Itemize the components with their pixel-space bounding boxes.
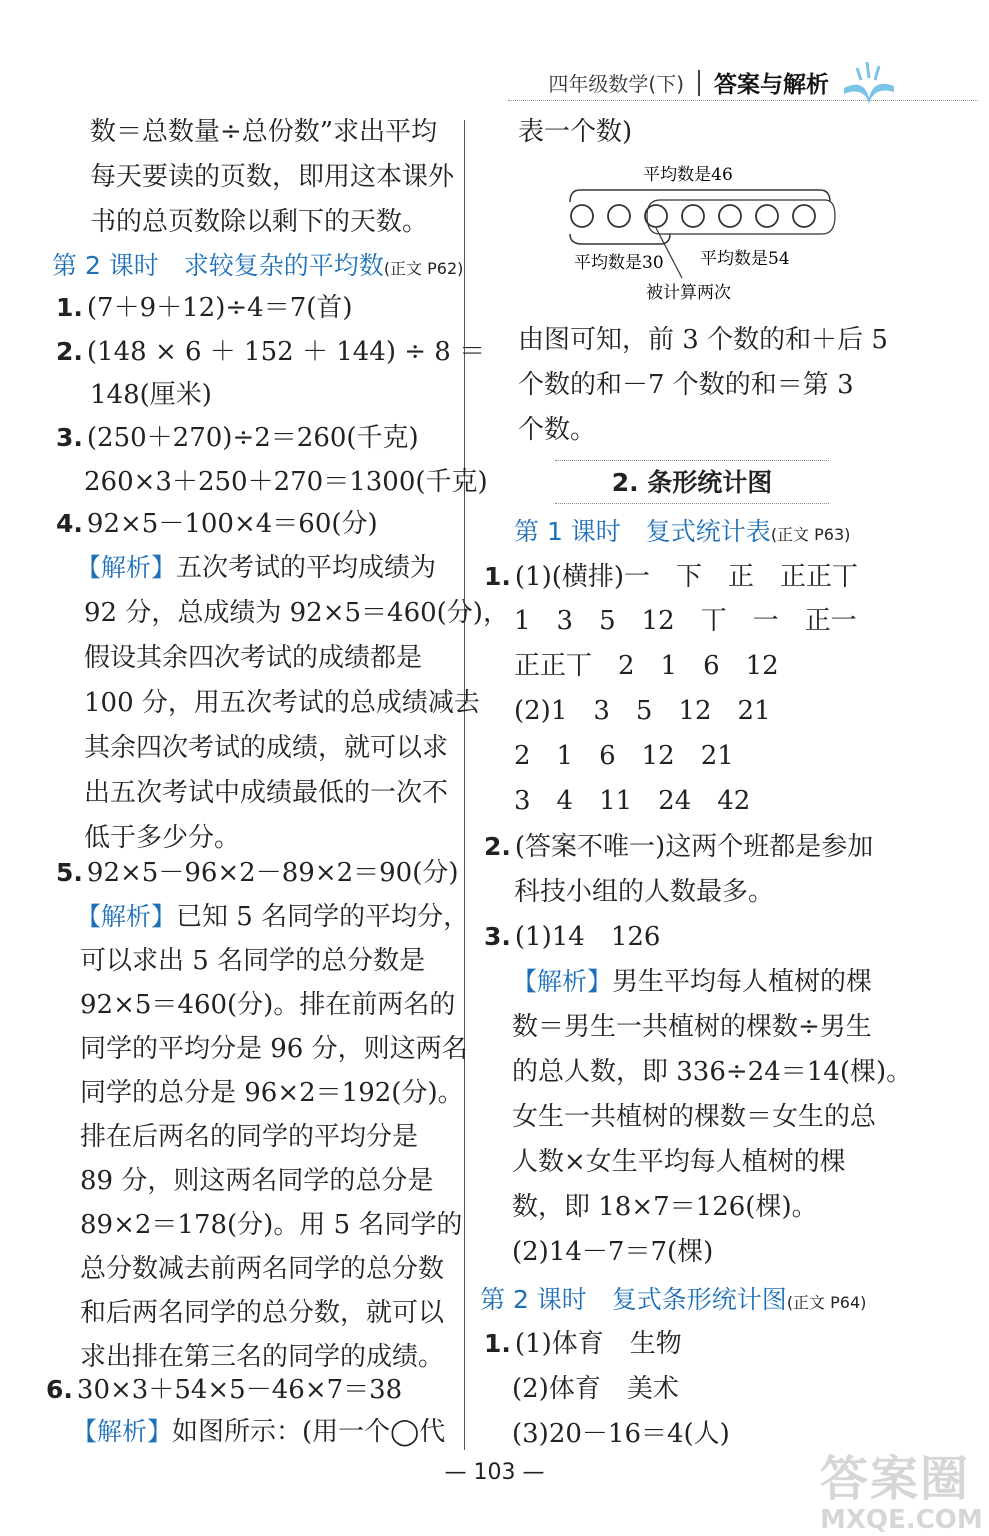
lesson-heading — [52, 250, 463, 283]
analysis-line — [76, 901, 469, 935]
diagram-bottom-label: 被计算两次 — [646, 283, 731, 303]
lesson-title: 第 2 课时 复式条形统计图 — [480, 1285, 787, 1314]
circle-4 — [682, 205, 704, 227]
item-text: (1)(横排)一 下 正 正正丅 — [514, 562, 859, 592]
answer-item — [484, 831, 873, 865]
text-line: (2)体育 美术 — [512, 1374, 679, 1404]
header-title: 答案与解析 — [714, 72, 829, 98]
analysis-line — [76, 552, 436, 586]
item-number: 5. — [56, 858, 83, 887]
diagram-top-label: 平均数是46 — [643, 165, 733, 185]
analysis-line — [512, 966, 872, 1000]
text-line: 可以求出 5 名同学的总分数是 — [80, 946, 426, 976]
text-line: 2 1 6 12 21 — [514, 741, 734, 771]
text-line: 总分数减去前两名同学的总分数 — [80, 1254, 445, 1284]
column-divider — [464, 120, 465, 1450]
circle-1 — [571, 205, 593, 227]
circle-7 — [793, 205, 815, 227]
text-line: 260×3＋250＋270＝1300(千克) — [84, 467, 488, 497]
text-line: 和后两名同学的总分数，就可以 — [80, 1298, 445, 1328]
analysis-text: 已知 5 名同学的平均分， — [176, 902, 470, 932]
item-number: 3. — [56, 423, 83, 452]
text-line: 低于多少分。 — [84, 823, 241, 853]
watermark — [820, 1440, 983, 1535]
number-circles — [571, 200, 835, 234]
analysis-tag: 【解析】 — [76, 553, 177, 582]
item-text: (7＋9＋12)÷4＝7(首) — [86, 293, 353, 323]
item-text: 92×5－96×2－89×2＝90(分) — [86, 858, 459, 888]
watermark-url: MXQE.COM — [820, 1505, 983, 1535]
analysis-text: 如图所示：(用一个◯代 — [172, 1417, 446, 1447]
item-number: 6. — [46, 1375, 73, 1404]
text-line: 148(厘米) — [90, 380, 212, 410]
lesson-ref: (正文 P62) — [383, 259, 464, 278]
item-text: (答案不唯一)这两个班都是参加 — [514, 832, 874, 862]
analysis-tag: 【解析】 — [512, 967, 613, 996]
text-line: 表一个数) — [518, 117, 633, 147]
answer-item — [56, 422, 419, 456]
answer-item — [56, 857, 459, 891]
answer-item — [46, 1374, 402, 1408]
item-text: 30×3＋54×5－46×7＝38 — [76, 1375, 403, 1405]
analysis-line — [72, 1416, 445, 1450]
text-line: 数＝男生一共植树的棵数÷男生 — [512, 1012, 872, 1042]
text-line: 92 分，总成绩为 92×5＝460(分)， — [84, 598, 509, 628]
average-diagram — [560, 160, 850, 310]
answer-item — [484, 561, 858, 595]
text-line: 同学的平均分是 96 分，则这两名 — [80, 1034, 468, 1064]
lesson-ref: (正文 P63) — [770, 525, 851, 544]
text-line: 个数的和－7 个数的和＝第 3 — [518, 370, 854, 400]
item-number: 4. — [56, 509, 83, 538]
text-line: 的总人数，即 336÷24＝14(棵)。 — [512, 1057, 913, 1087]
item-number: 2. — [484, 832, 511, 861]
text-line: (2)1 3 5 12 21 — [514, 696, 771, 726]
item-number: 3. — [484, 922, 511, 951]
circle-5 — [719, 205, 741, 227]
text-line: 每天要读的页数，即用这本课外 — [90, 162, 455, 192]
diagram-right-label: 平均数是54 — [700, 249, 790, 269]
text-line: 数，即 18×7＝126(棵)。 — [512, 1192, 818, 1222]
text-line: 人数×女生平均每人植树的棵 — [512, 1147, 846, 1177]
item-text: (1)体育 生物 — [514, 1329, 682, 1359]
section-title: 2. 条形统计图 — [555, 460, 829, 504]
item-number: 1. — [56, 293, 83, 322]
text-line: 正正丅 2 1 6 12 — [514, 651, 779, 681]
text-line: 书的总页数除以剩下的天数。 — [90, 207, 429, 237]
diagram-left-label: 平均数是30 — [574, 253, 664, 273]
answer-item — [484, 921, 660, 955]
item-number: 1. — [484, 562, 511, 591]
text-line: 出五次考试中成绩最低的一次不 — [84, 778, 449, 808]
item-text: (250＋270)÷2＝260(千克) — [86, 423, 419, 453]
lesson-title: 第 1 课时 复式统计表 — [514, 517, 771, 546]
text-line: 89×2＝178(分)。用 5 名同学的 — [80, 1210, 463, 1240]
text-line: 假设其余四次考试的成绩都是 — [84, 643, 423, 673]
text-line: (3)20－16＝4(人) — [512, 1419, 730, 1449]
circle-6 — [756, 205, 778, 227]
lesson-ref: (正文 P64) — [786, 1293, 867, 1312]
text-line: 女生一共植树的棵数＝女生的总 — [512, 1102, 877, 1132]
text-line: (2)14－7＝7(棵) — [512, 1237, 714, 1267]
circle-2 — [608, 205, 630, 227]
text-line: 同学的总分是 96×2＝192(分)。 — [80, 1078, 464, 1108]
left-brace — [570, 234, 670, 244]
text-line: 1 3 5 12 丅 一 正一 — [514, 606, 857, 636]
item-number: 2. — [56, 337, 83, 366]
header-grade: 四年级数学(下) — [548, 72, 684, 96]
header-separator — [698, 70, 700, 96]
analysis-tag: 【解析】 — [72, 1417, 173, 1446]
text-line: 由图可知，前 3 个数的和＋后 5 — [518, 325, 888, 355]
page-header — [548, 66, 829, 99]
answer-item — [56, 292, 353, 326]
text-line: 100 分，用五次考试的总成绩减去 — [84, 688, 480, 718]
text-line: 3 4 11 24 42 — [514, 786, 751, 816]
item-text: 92×5－100×4＝60(分) — [86, 509, 378, 539]
analysis-tag: 【解析】 — [76, 902, 177, 931]
answer-item — [484, 1328, 682, 1362]
lesson-heading — [514, 516, 850, 549]
item-text: (1)14 126 — [514, 922, 661, 952]
analysis-text: 男生平均每人植树的棵 — [612, 967, 873, 997]
text-line: 其余四次考试的成绩，就可以求 — [84, 733, 449, 763]
text-line: 求出排在第三名的同学的成绩。 — [80, 1342, 445, 1372]
text-line: 数＝总数量÷总份数”求出平均 — [90, 117, 438, 147]
text-line: 科技小组的人数最多。 — [514, 877, 775, 907]
watermark-text: 答案圈 — [820, 1451, 971, 1507]
text-line: 个数。 — [518, 415, 597, 445]
text-line: 排在后两名的同学的平均分是 — [80, 1122, 419, 1152]
analysis-text: 五次考试的平均成绩为 — [176, 553, 437, 583]
answer-item — [56, 508, 378, 542]
lesson-title: 第 2 课时 求较复杂的平均数 — [52, 251, 384, 280]
item-text: (148 × 6 ＋ 152 ＋ 144) ÷ 8 ＝ — [86, 337, 486, 367]
header-rule — [508, 100, 978, 101]
item-number: 1. — [484, 1329, 511, 1358]
answer-item — [56, 336, 485, 370]
text-line: 89 分，则这两名同学的总分是 — [80, 1166, 434, 1196]
page-number: — 103 — — [444, 1460, 545, 1485]
text-line: 92×5＝460(分)。排在前两名的 — [80, 990, 456, 1020]
lesson-heading — [480, 1284, 866, 1317]
